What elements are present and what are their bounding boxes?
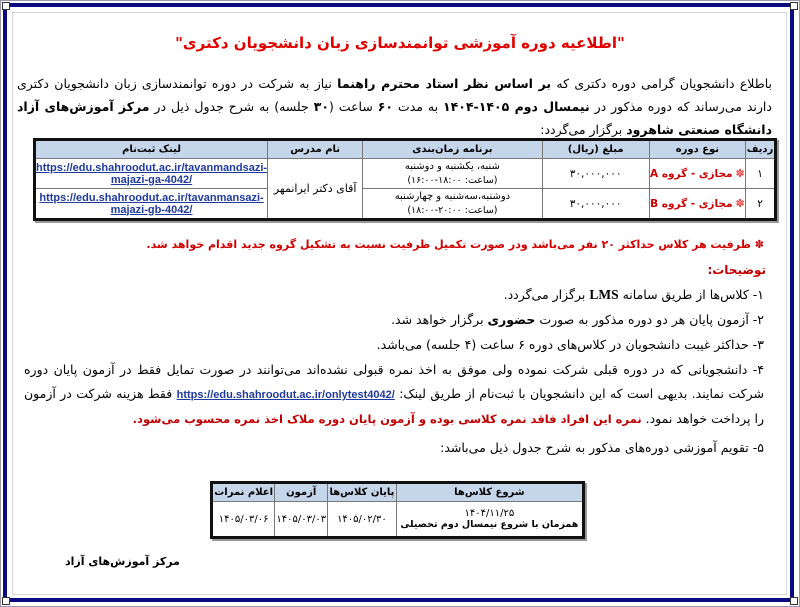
header-end-classes: پایان کلاس‌ها — [328, 483, 397, 502]
header-start-classes: شروع کلاس‌ها — [396, 483, 583, 502]
registration-link-group-b[interactable]: https://edu.shahroodut.ac.ir/tavanmansazi-majazi-gb-4042/ — [39, 191, 264, 216]
note-text: برگزار خواهد شد. — [391, 312, 488, 327]
exam-date: ۱۴۰۵/۰۳/۰۳ — [275, 502, 328, 538]
table-row — [212, 502, 584, 538]
course-price: ۳۰,۰۰۰,۰۰۰ — [542, 159, 649, 189]
signature: مرکز آموزش‌های آزاد — [65, 555, 180, 568]
header-exam: آزمون — [275, 483, 328, 502]
calendar-table-header — [212, 483, 584, 502]
start-date: ۱۴۰۴/۱۱/۲۵ — [464, 508, 515, 519]
capacity-note-text: ظرفیت هر کلاس حداکثر ۲۰ نفر می‌باشد ودر صورت تکمیل ظرفیت نسبت به تشکیل گروه جدید اقدام خواهد شد. — [146, 238, 751, 251]
page-title: "اطلاعیه دوره آموزشی توانمندسازی زبان دانشجویان دکتری" — [175, 34, 625, 52]
row-number: ۱ — [746, 159, 776, 189]
registration-link-cell — [35, 189, 268, 220]
note-2 — [391, 312, 764, 327]
intro-paragraph — [17, 72, 772, 141]
note-text: برگزار می‌گردد. — [503, 287, 590, 302]
note-5: ۵- تقویم آموزشی دوره‌های مذکور به شرح جدول ذیل می‌باشد: — [440, 440, 764, 455]
note-text: ۲- آزمون پایان هر دو دوره مذکور به صورت — [535, 312, 764, 327]
course-type-label: مجازی - گروه B — [650, 198, 733, 210]
schedule-time: (ساعت: ۲۰:۰۰-۱۸:۰۰) — [407, 204, 498, 216]
course-type — [649, 159, 745, 189]
only-test-link[interactable]: https://edu.shahroodut.ac.ir/onlytest4042/ — [176, 389, 395, 401]
header-registration-link: لینک ثبت‌نام — [35, 140, 268, 159]
header-course-type: نوع دوره — [649, 140, 745, 159]
calendar-table — [210, 481, 585, 539]
course-type-label: مجازی - گروه A — [650, 168, 733, 180]
note-4 — [24, 358, 764, 431]
course-type — [649, 189, 745, 220]
frame-corner-icon — [790, 597, 798, 605]
note-lms: LMS — [589, 287, 619, 302]
header-teacher: نام مدرس — [268, 140, 363, 159]
intro-bold-center: مرکز آموزش‌های آزاد دانشگاه صنعتی شاهرود — [17, 99, 772, 137]
intro-bold-sessions: ۳۰ — [313, 99, 329, 114]
registration-link-group-a[interactable]: https://edu.shahroodut.ac.ir/tavanmandsazi-majazi-ga-4042/ — [36, 161, 268, 186]
asterisk-icon: ✽ — [750, 238, 764, 251]
note-3: ۳- حداکثر غیبت دانشجویان در کلاس‌های دوره ۶ ساعت (۴ جلسه) می‌باشد. — [376, 337, 764, 352]
grades-date: ۱۴۰۵/۰۳/۰۶ — [212, 502, 275, 538]
course-table — [33, 138, 777, 221]
schedule-days: شنبه، یکشنبه و دوشنبه — [404, 160, 500, 172]
frame-corner-icon — [2, 597, 10, 605]
header-row-number: ردیف — [746, 140, 776, 159]
intro-text: برگزار می‌گردد: — [540, 122, 627, 137]
header-schedule: برنامه زمان‌بندی — [363, 140, 542, 159]
course-price: ۳۰,۰۰۰,۰۰۰ — [542, 189, 649, 220]
registration-link-cell — [35, 159, 268, 189]
intro-bold: بر اساس نظر استاد محترم راهنما — [337, 76, 552, 91]
start-date-cell — [396, 502, 583, 538]
table-row — [35, 189, 776, 220]
note-red-text: نمره این افراد فاقد نمره کلاسی بوده و آزمون پایان دوره ملاک اخذ نمره محسوب می‌شود. — [132, 412, 642, 426]
note-text: فقط هزینه شرکت در آزمون را پرداخت خواهد نمود. — [24, 386, 764, 426]
notes-heading: توضیحات: — [707, 263, 766, 277]
frame-corner-icon — [790, 2, 798, 10]
table-row — [35, 159, 776, 189]
asterisk-icon: ✽ — [735, 197, 745, 210]
note-text: ۴- دانشجویانی که در دوره قبلی شرکت نموده ولی موفق به اخذ نمره قبولی نشده‌اند می‌توانند در صورت تمایل فقط در آزمون پایان دوره شرکت نمایند. بدیهی است که این دانشجویان با ثبت‌نام از طریق لینک: — [24, 362, 764, 401]
intro-text: نیاز به شرکت در دوره توانمندسازی زبان دانشجویان دکتری دارند می‌رساند که دوره مذکور در — [17, 76, 772, 114]
intro-text: به مدت — [393, 99, 443, 114]
course-schedule — [363, 189, 542, 220]
capacity-note — [146, 238, 764, 251]
note-bold: حضوری — [487, 312, 536, 327]
start-note: همزمان با شروع نیمسال دوم تحصیلی — [400, 519, 579, 530]
intro-text: ساعت ( — [328, 99, 378, 114]
frame-corner-icon — [2, 2, 10, 10]
note-text: ۱- کلاس‌ها از طریق سامانه — [618, 287, 764, 302]
note-1 — [504, 287, 764, 303]
schedule-days: دوشنبه،سه‌شنبه و چهارشنبه — [394, 190, 511, 202]
teacher-name: آقای دکتر ایرانمهر — [268, 159, 363, 220]
course-table-header — [35, 140, 776, 159]
end-classes-date: ۱۴۰۵/۰۲/۳۰ — [328, 502, 397, 538]
course-schedule — [363, 159, 542, 189]
intro-bold-hours: ۶۰ — [377, 99, 393, 114]
header-price: مبلغ (ریال) — [542, 140, 649, 159]
schedule-time: (ساعت: ۱۸:۰۰-۱۶:۰۰) — [407, 174, 498, 186]
header-grades: اعلام نمرات — [212, 483, 275, 502]
asterisk-icon: ✽ — [735, 167, 745, 180]
intro-text: جلسه) به شرح جدول ذیل در — [149, 99, 314, 114]
intro-bold-semester: نیمسال دوم ۱۴۰۵-۱۴۰۴ — [443, 99, 590, 114]
row-number: ۲ — [746, 189, 776, 220]
intro-text: باطلاع دانشجویان گرامی دوره دکتری که — [551, 76, 772, 91]
